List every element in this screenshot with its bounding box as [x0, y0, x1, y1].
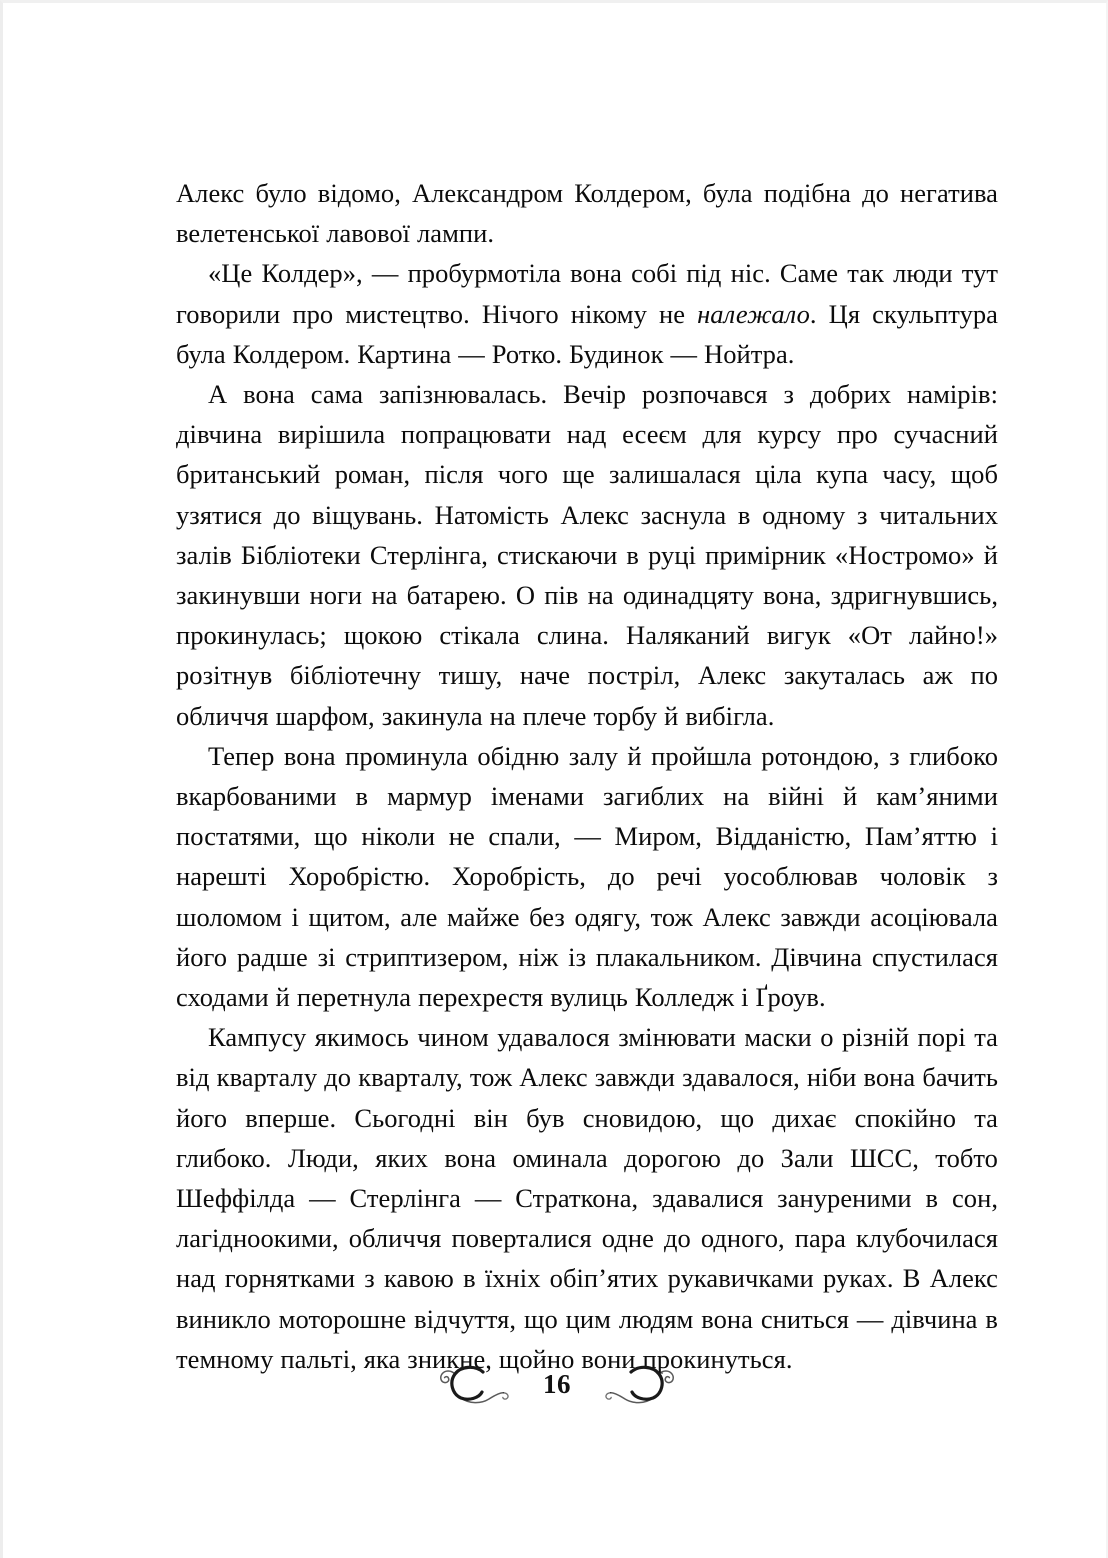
page-text-block — [176, 173, 998, 1379]
paragraph: Алекс було відомо, Александром Колдером, була подібна до негатива велетенської лавової лампи. — [176, 178, 998, 249]
paragraph: «Це Колдер», — пробурмотіла вона собі під ніс. Саме так люди тут говорили про мистецтво. Нічого нікому не належало. Ця скульптура була Колдером. Картина — Ротко. Будинок — Нойтра. — [176, 258, 998, 369]
emphasis-text: належало — [697, 298, 810, 329]
page-number: 16 — [543, 1368, 571, 1399]
flourish-swash-left-icon — [429, 1361, 513, 1407]
page-footer — [3, 1361, 1108, 1407]
flourish-swash-right-icon — [601, 1361, 685, 1407]
paragraph: Тепер вона проминула обідню залу й пройшла ротондою, з глибоко вкарбованими в мармур іменами загиблих на війні й кам’яними постатями, що ніколи не спали, — Миром, Відданістю, Пам’яттю і нарешті Хоробрістю. Хоробрість, до речі уособлював чоловік з шоломом і щитом, але майже без одягу, тож Алекс завжди асоціювала його радше зі стриптизером, ніж із плакальником. Дівчина спустилася сходами й перетнула перехрестя вулиць Колледж і Ґроув. — [176, 740, 998, 1013]
paragraph: А вона сама запізнювалась. Вечір розпочався з добрих намірів: дівчина вирішила попрацювати над есеєм для курсу про сучасний британський роман, після чого ще залишалася ціла купа часу, щоб узятися до віщувань. Натомість Алекс заснула в одному з читальних залів Бібліотеки Стерлінга, стискаючи в руці примірник «Ностромо» й закинувши ноги на батарею. О пів на одинадцяту вона, здригнувшись, прокинулась; щокою стікала слина. Наляканий вигук «От лайно!» розітнув бібліотечну тишу, наче постріл, Алекс закуталась аж по обличчя шарфом, закинула на плече торбу й вибігла. — [176, 379, 998, 731]
paragraph: Кампусу якимось чином удавалося змінювати маски о різній порі та від кварталу до кварталу, тож Алекс завжди здавалося, ніби вона бачить його вперше. Сьогодні він був сновидою, що дихає спокійно та глибоко. Люди, яких вона оминала дорогою до Зали ШСС, тобто Шеффілда — Стерлінга — Страткона, здавалися зануреними в сон, лагідноокими, обличчя поверталися одне до одного, пара клубочилася над горнятками з кавою в їхніх обіп’ятих рукавичками руках. В Алекс виникло моторошне відчуття, що цим людям вона сниться — дівчина в темному пальті, яка зникне, щойно вони прокинуться. — [176, 1022, 998, 1374]
